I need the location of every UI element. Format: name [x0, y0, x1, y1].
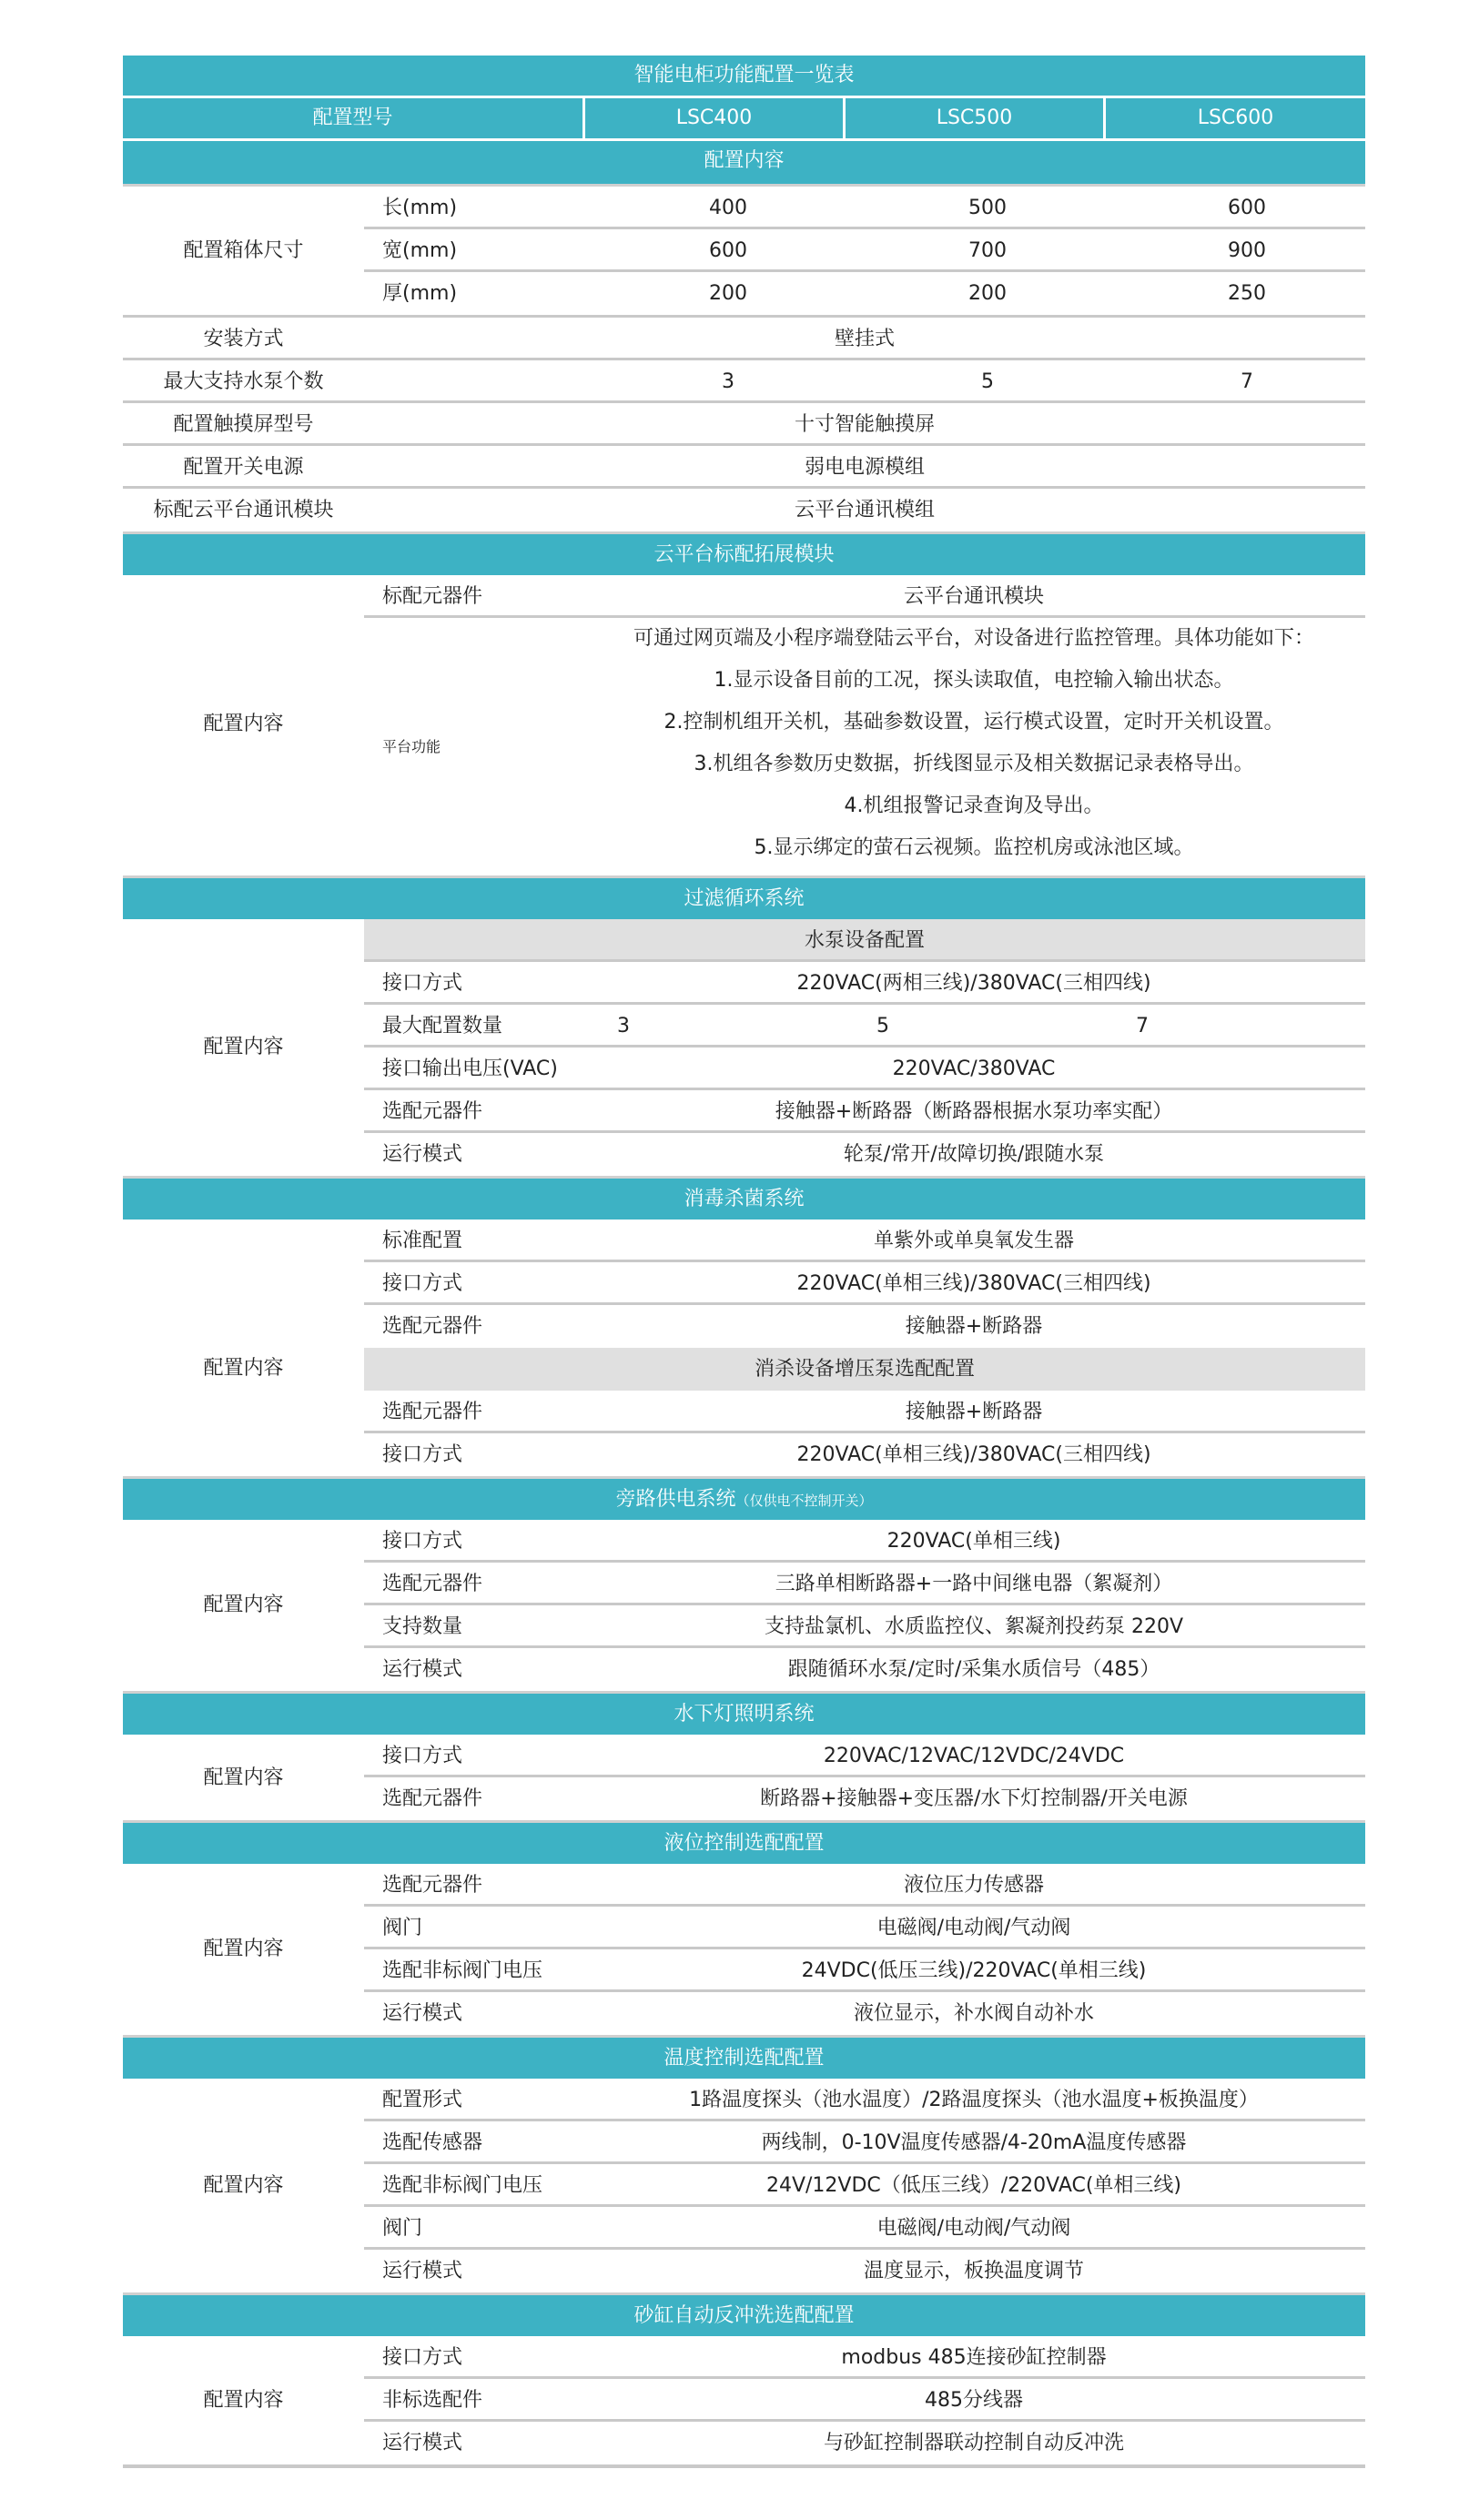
row-label: 选配元器件 [382, 1787, 483, 1810]
bypass-group [123, 1520, 1365, 1691]
row-value: 24V/12VDC（低压三线）/220VAC(单相三线) [765, 2174, 1182, 2197]
row-label: 标准配置 [382, 1230, 463, 1252]
group-label: 配置内容 [203, 2389, 284, 2412]
dim-row-length [364, 187, 1365, 229]
content-header: 配置内容 [704, 149, 785, 172]
row-label: 运行模式 [382, 1658, 463, 1681]
section-temperature: 温度控制选配配置 [123, 2035, 1365, 2079]
row-value: 24VDC(低压三线)/220VAC(单相三线) [801, 1959, 1147, 1982]
basic-row-power [123, 446, 1365, 489]
row-value: 220VAC/380VAC [892, 1058, 1056, 1080]
row-value: 液位显示，补水阀自动补水 [853, 2002, 1094, 2025]
model-header-row [123, 98, 1365, 141]
row-value: 电磁阀/电动阀/气动阀 [876, 1917, 1071, 1939]
function-line: 2.控制机组开关机，基础参数设置，运行模式设置，定时开关机设置。 [664, 711, 1284, 734]
row-label: 配置形式 [382, 2089, 463, 2111]
row-label: 接口方式 [382, 972, 463, 995]
value-lsc600: 600 [1228, 197, 1266, 219]
row-value: 220VAC(两相三线)/380VAC(三相四线) [796, 972, 1151, 995]
section-filter: 过滤循环系统 [123, 875, 1365, 919]
temperature-group [123, 2079, 1365, 2292]
row-value: 接触器+断路器（断路器根据水泵功率实配） [775, 1100, 1173, 1123]
row-label: 选配元器件 [382, 1573, 483, 1595]
row-label: 选配非标阀门电压 [382, 2174, 543, 2197]
cloud-group [123, 575, 1365, 875]
row-label: 接口方式 [382, 1443, 463, 1466]
dim-row-width [364, 229, 1365, 272]
value-lsc600: 7 [1136, 1015, 1149, 1037]
row-value: 三路单相断路器+一路中间继电器（絮凝剂） [775, 1573, 1173, 1595]
model-label: 配置型号 [123, 98, 585, 138]
section-title: 旁路供电系统 [615, 1488, 736, 1511]
value-lsc500: 500 [968, 197, 1007, 219]
value-lsc500: 200 [968, 282, 1007, 305]
row-label: 非标选配件 [382, 2389, 483, 2412]
row-label: 选配元器件 [382, 1100, 483, 1123]
section-bypass [123, 1476, 1365, 1520]
group-label: 配置内容 [203, 1938, 284, 1960]
value-lsc400: 3 [722, 370, 734, 393]
row-value: 220VAC/12VAC/12VDC/24VDC [823, 1745, 1125, 1767]
table-title-row [123, 56, 1365, 98]
row-value: 轮泵/常开/故障切换/跟随水泵 [843, 1143, 1105, 1166]
function-line: 可通过网页端及小程序端登陆云平台，对设备进行监控管理。具体功能如下： [633, 627, 1314, 650]
row-label: 接口方式 [382, 2346, 463, 2369]
row-value: 与砂缸控制器联动控制自动反冲洗 [823, 2432, 1124, 2454]
row-value: 1路温度探头（池水温度）/2路温度探头（池水温度+板换温度） [689, 2089, 1259, 2111]
disinfect-subheader: 消杀设备增压泵选配配置 [364, 1348, 1365, 1391]
row-label: 接口方式 [382, 1272, 463, 1295]
row-label: 阀门 [382, 1917, 423, 1939]
row-label: 选配元器件 [382, 1401, 483, 1423]
cloud-component-row [364, 575, 1365, 618]
row-label: 标配云平台通讯模块 [153, 499, 334, 521]
lighting-group [123, 1735, 1365, 1820]
group-label: 配置内容 [203, 1357, 284, 1380]
row-value: 485分线器 [925, 2389, 1023, 2412]
model-lsc400: LSC400 [585, 98, 846, 138]
dimensions-label: 配置箱体尺寸 [183, 239, 304, 262]
row-value: 温度显示，板换温度调节 [863, 2260, 1084, 2282]
row-value: 220VAC(单相三线)/380VAC(三相四线) [796, 1272, 1151, 1295]
row-label: 运行模式 [382, 2432, 463, 2454]
value-lsc500: 700 [968, 239, 1007, 262]
row-value: 接触器+断路器 [905, 1315, 1043, 1338]
row-label: 接口方式 [382, 1745, 463, 1767]
cloud-function-row [364, 618, 1365, 873]
row-label: 标配元器件 [382, 585, 483, 608]
row-label: 配置触摸屏型号 [173, 413, 314, 436]
row-label: 安装方式 [203, 328, 284, 350]
row-label: 配置开关电源 [183, 456, 304, 479]
row-value: 壁挂式 [834, 328, 895, 350]
row-value: 云平台通讯模组 [794, 499, 935, 521]
filter-subheader: 水泵设备配置 [364, 919, 1365, 962]
row-label: 运行模式 [382, 2002, 463, 2025]
row-label: 阀门 [382, 2217, 423, 2240]
basic-row-touchscreen [123, 403, 1365, 446]
basic-row-cloud-module [123, 489, 1365, 531]
row-value: 云平台通讯模块 [903, 585, 1044, 608]
row-value: 220VAC(单相三线)/380VAC(三相四线) [796, 1443, 1151, 1466]
row-value: 液位压力传感器 [903, 1874, 1044, 1897]
function-line: 1.显示设备目前的工况，探头读取值，电控输入输出状态。 [714, 669, 1234, 692]
value-lsc600: 7 [1241, 370, 1253, 393]
level-group [123, 1864, 1365, 2035]
row-label: 接口输出电压(VAC) [382, 1058, 558, 1080]
group-label: 配置内容 [203, 1766, 284, 1789]
group-label: 配置内容 [203, 1036, 284, 1058]
basic-row-mount [123, 318, 1365, 360]
row-value: 跟随循环水泵/定时/采集水质信号（485） [787, 1658, 1160, 1681]
row-label: 最大支持水泵个数 [163, 370, 324, 393]
row-value: 电磁阀/电动阀/气动阀 [876, 2217, 1071, 2240]
dim-row-depth [364, 272, 1365, 315]
section-cloud: 云平台标配拓展模块 [123, 531, 1365, 575]
row-label: 宽(mm) [382, 239, 458, 262]
value-lsc600: 250 [1228, 282, 1266, 305]
row-label: 厚(mm) [382, 282, 458, 305]
value-lsc500: 5 [876, 1015, 889, 1037]
value-lsc400: 200 [709, 282, 747, 305]
section-lighting: 水下灯照明系统 [123, 1691, 1365, 1735]
backwash-group [123, 2336, 1365, 2468]
row-value: 支持盐氯机、水质监控仪、絮凝剂投药泵 220V [764, 1615, 1184, 1638]
row-label: 选配非标阀门电压 [382, 1959, 543, 1982]
row-label: 最大配置数量 [382, 1015, 503, 1037]
model-lsc600: LSC600 [1197, 106, 1274, 129]
group-label: 配置内容 [203, 713, 284, 735]
table-title: 智能电柜功能配置一览表 [633, 64, 855, 86]
config-table [123, 56, 1365, 2468]
group-label: 配置内容 [203, 2174, 284, 2197]
function-line: 3.机组各参数历史数据，折线图显示及相关数据记录表格导出。 [694, 753, 1254, 775]
row-label: 选配传感器 [382, 2131, 483, 2154]
value-lsc400: 400 [709, 197, 747, 219]
row-label: 选配元器件 [382, 1874, 483, 1897]
value-lsc400: 3 [617, 1015, 630, 1037]
row-label: 运行模式 [382, 2260, 463, 2282]
row-label: 平台功能 [382, 738, 441, 755]
section-disinfect: 消毒杀菌系统 [123, 1176, 1365, 1220]
value-lsc600: 900 [1228, 239, 1266, 262]
row-label: 选配元器件 [382, 1315, 483, 1338]
row-value: 弱电电源模组 [804, 456, 925, 479]
group-label: 配置内容 [203, 1594, 284, 1616]
section-backwash: 砂缸自动反冲洗选配配置 [123, 2292, 1365, 2336]
row-label: 接口方式 [382, 1530, 463, 1553]
row-value: 220VAC(单相三线) [886, 1530, 1061, 1553]
model-lsc500: LSC500 [846, 98, 1106, 138]
row-label: 运行模式 [382, 1143, 463, 1166]
function-line: 4.机组报警记录查询及导出。 [844, 794, 1104, 817]
row-value: modbus 485连接砂缸控制器 [841, 2346, 1107, 2369]
function-line: 5.显示绑定的萤石云视频。监控机房或泳池区域。 [754, 836, 1194, 859]
filter-group [123, 919, 1365, 1176]
row-value: 接触器+断路器 [905, 1401, 1043, 1423]
basic-row-max-pumps [123, 360, 1365, 403]
row-value: 断路器+接触器+变压器/水下灯控制器/开关电源 [760, 1787, 1188, 1810]
row-value: 单紫外或单臭氧发生器 [873, 1230, 1074, 1252]
row-value: 两线制，0-10V温度传感器/4-20mA温度传感器 [761, 2131, 1187, 2154]
section-note: （仅供电不控制开关） [735, 1493, 873, 1509]
dimensions-group [123, 184, 1365, 318]
row-label: 长(mm) [382, 197, 458, 219]
row-value: 十寸智能触摸屏 [794, 413, 935, 436]
disinfect-group [123, 1220, 1365, 1476]
value-lsc500: 5 [981, 370, 994, 393]
row-label: 支持数量 [382, 1615, 463, 1638]
section-level: 液位控制选配配置 [123, 1820, 1365, 1864]
content-header-row [123, 141, 1365, 184]
value-lsc400: 600 [709, 239, 747, 262]
